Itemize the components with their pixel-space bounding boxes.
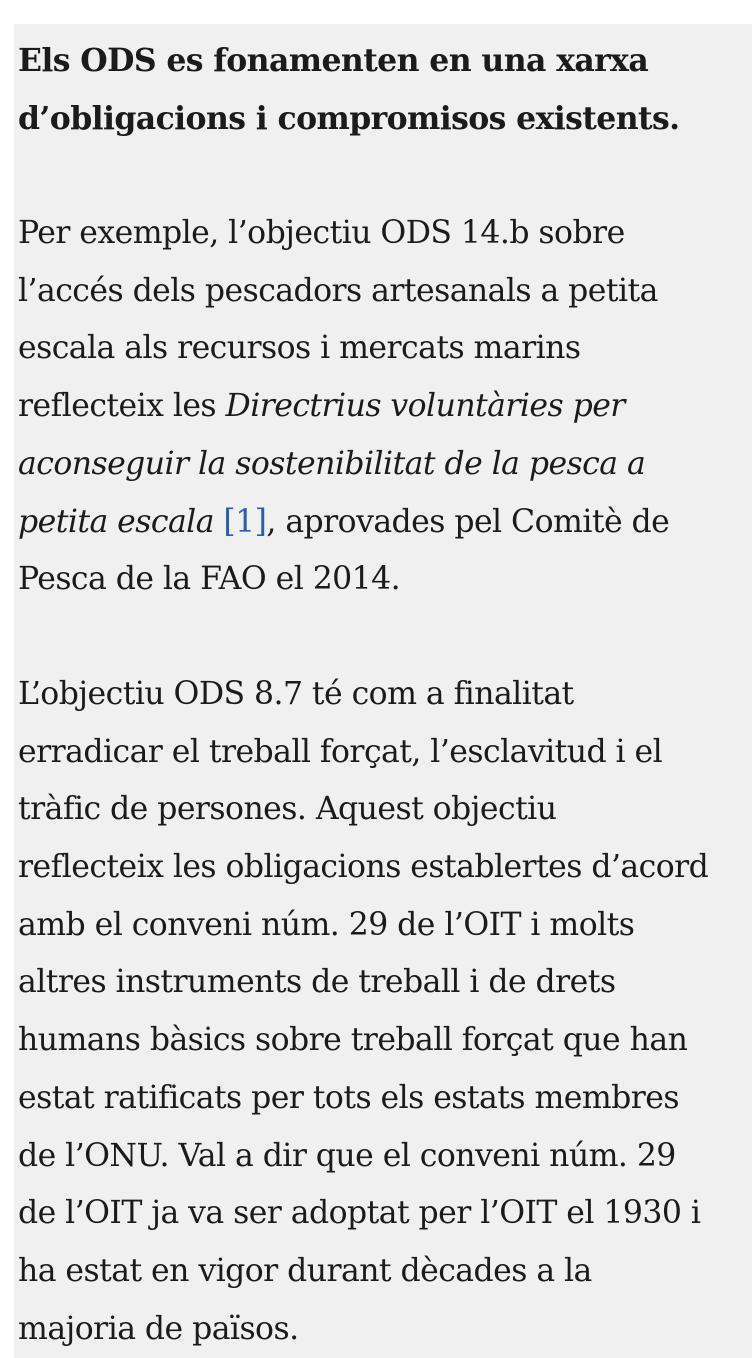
paragraph-line: majoria de països. [18, 1310, 299, 1347]
paragraph-sdg-8-7 [18, 666, 752, 1358]
guidelines-title-italic: aconseguir la sostenibilitat de la pesca a [18, 445, 646, 482]
paragraph-line: altres instruments de treball i de drets [18, 964, 616, 1001]
plain-text: reflecteix les [18, 388, 226, 425]
guidelines-title-italic: Directrius voluntàries per [225, 388, 625, 425]
paragraph-sdg-14b [18, 205, 752, 609]
paragraph-line: ha estat en vigor durant dècades a la [18, 1252, 592, 1289]
paragraph-line: de l’ONU. Val a dir que el conveni núm. 29 [18, 1137, 676, 1174]
paragraph-line: erradicar el treball forçat, l’esclavitud i el [18, 733, 663, 770]
paragraph-line: tràfic de persones. Aquest objectiu [18, 791, 557, 828]
plain-text: , aprovades pel Comitè de [266, 503, 670, 540]
text-panel [14, 24, 752, 1358]
paragraph-line: escala als recursos i mercats marins [18, 330, 581, 367]
paragraph-line: amb el conveni núm. 29 de l’OIT i molts [18, 906, 635, 943]
paragraph-line: Per exemple, l’objectiu ODS 14.b sobre [18, 215, 625, 251]
paragraph-line [18, 436, 752, 494]
paragraph-line: reflecteix les obligacions establertes d’acord [18, 849, 709, 886]
heading-line: d’obligacions i compromisos existents. [18, 100, 680, 137]
paragraph-line: l’accés dels pescadors artesanals a petita [18, 272, 658, 309]
paragraph-line: L’objectiu ODS 8.7 té com a finalitat [18, 675, 574, 712]
section-heading [18, 24, 752, 148]
paragraph-line: Pesca de la FAO el 2014. [18, 561, 401, 598]
heading-line: Els ODS es fonamenten en una xarxa [18, 42, 649, 79]
paragraph-line: humans bàsics sobre treball forçat que han [18, 1022, 688, 1059]
paragraph-line [18, 378, 752, 436]
paragraph-line: estat ratificats per tots els estats membres [18, 1079, 680, 1116]
footnote-reference-link[interactable]: [1] [223, 503, 267, 540]
guidelines-title-italic: petita escala [18, 503, 214, 540]
paragraph-line [18, 494, 752, 552]
paragraph-line: de l’OIT ja va ser adoptat per l’OIT el 1930 i [18, 1195, 701, 1232]
